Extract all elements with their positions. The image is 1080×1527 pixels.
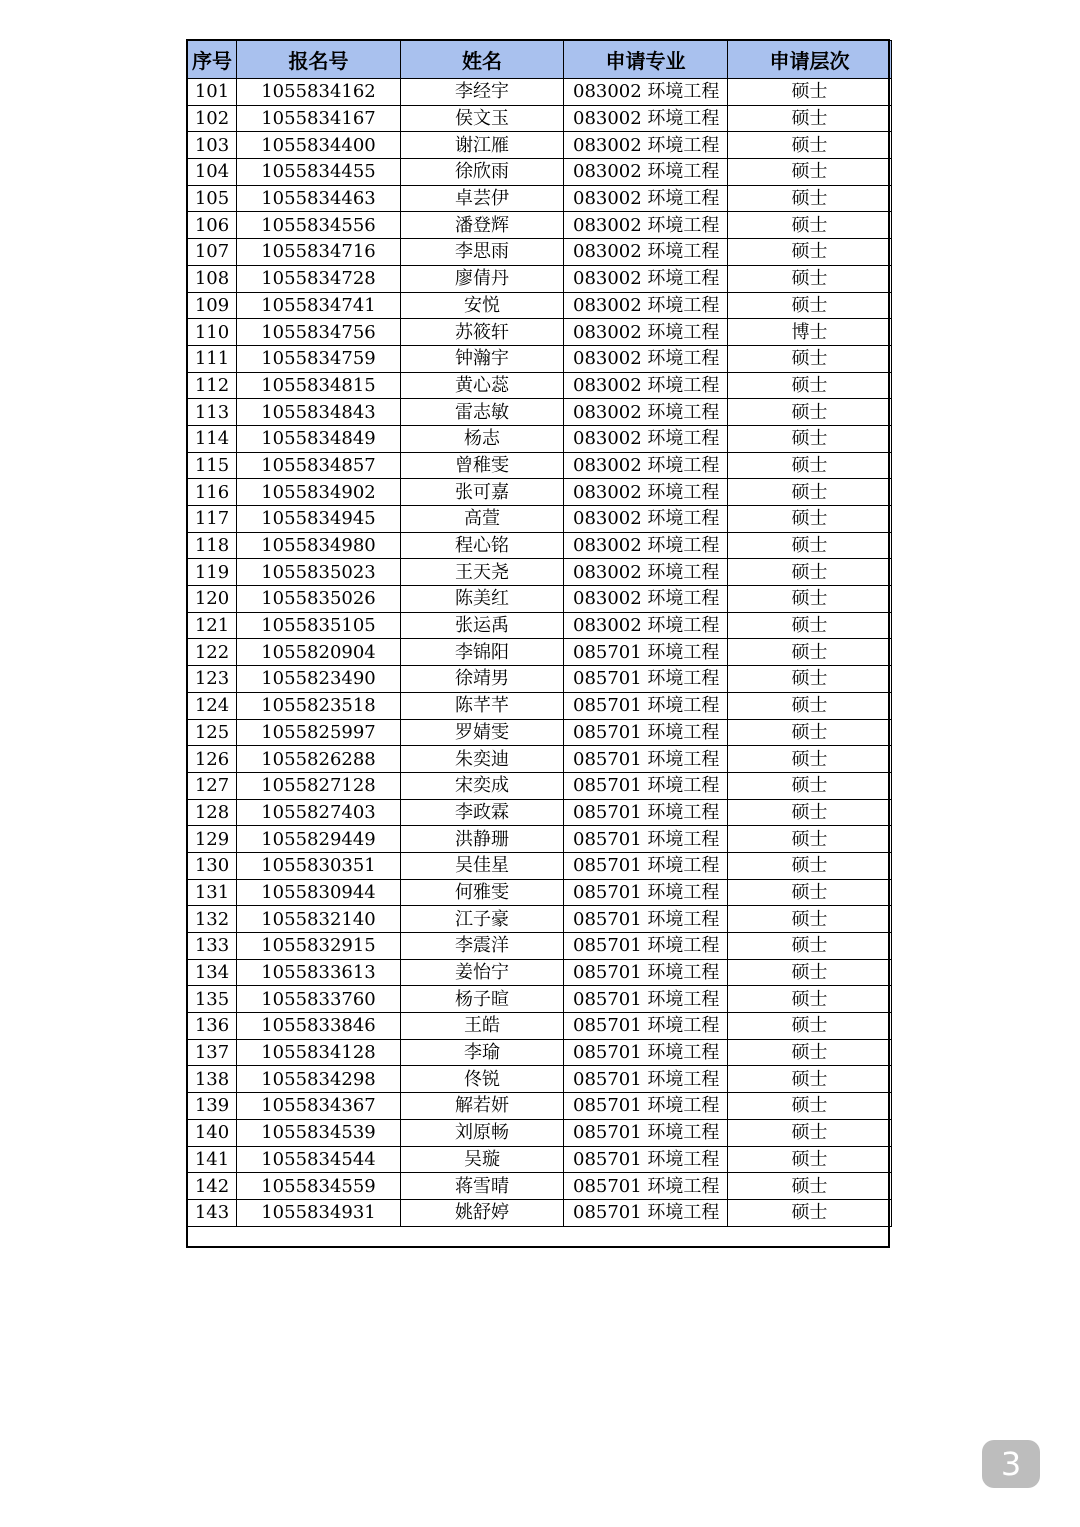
cell-registration-number: 1055834559 — [237, 1173, 401, 1200]
table-row — [188, 639, 892, 666]
table-row — [188, 292, 892, 319]
cell-name: 洪静珊 — [401, 826, 564, 853]
cell-registration-number: 1055823518 — [237, 692, 401, 719]
cell-major: 085701 环境工程 — [564, 1039, 728, 1066]
cell-registration-number: 1055833760 — [237, 986, 401, 1013]
cell-seq: 143 — [188, 1199, 237, 1226]
cell-level: 硕士 — [728, 666, 892, 693]
cell-level: 硕士 — [728, 425, 892, 452]
cell-major: 083002 环境工程 — [564, 79, 728, 106]
cell-seq: 134 — [188, 959, 237, 986]
cell-major: 085701 环境工程 — [564, 879, 728, 906]
cell-seq: 117 — [188, 506, 237, 533]
cell-registration-number: 1055834815 — [237, 372, 401, 399]
cell-name: 程心铭 — [401, 532, 564, 559]
cell-level: 硕士 — [728, 212, 892, 239]
cell-name: 王天尧 — [401, 559, 564, 586]
cell-seq: 126 — [188, 746, 237, 773]
cell-seq: 133 — [188, 933, 237, 960]
cell-seq: 102 — [188, 105, 237, 132]
table-row — [188, 906, 892, 933]
cell-seq: 109 — [188, 292, 237, 319]
cell-name: 解若妍 — [401, 1093, 564, 1120]
cell-major: 085701 环境工程 — [564, 1173, 728, 1200]
cell-level: 硕士 — [728, 719, 892, 746]
cell-registration-number: 1055834857 — [237, 452, 401, 479]
cell-name: 张可嘉 — [401, 479, 564, 506]
cell-name: 陈芊芊 — [401, 692, 564, 719]
table-row — [188, 265, 892, 292]
cell-seq: 123 — [188, 666, 237, 693]
table-row — [188, 399, 892, 426]
table-row — [188, 799, 892, 826]
cell-level: 硕士 — [728, 185, 892, 212]
table-row — [188, 772, 892, 799]
cell-seq: 136 — [188, 1013, 237, 1040]
table-row — [188, 719, 892, 746]
cell-registration-number: 1055827128 — [237, 772, 401, 799]
cell-name: 吴佳星 — [401, 852, 564, 879]
cell-registration-number: 1055834367 — [237, 1093, 401, 1120]
cell-major: 085701 环境工程 — [564, 986, 728, 1013]
table-row — [188, 345, 892, 372]
table-header — [188, 41, 892, 79]
cell-level: 硕士 — [728, 159, 892, 186]
cell-level: 硕士 — [728, 1039, 892, 1066]
cell-registration-number: 1055825997 — [237, 719, 401, 746]
cell-seq: 112 — [188, 372, 237, 399]
cell-name: 杨子暄 — [401, 986, 564, 1013]
cell-major: 083002 环境工程 — [564, 105, 728, 132]
cell-name: 陈美红 — [401, 586, 564, 613]
table-row — [188, 586, 892, 613]
cell-major: 083002 环境工程 — [564, 372, 728, 399]
cell-seq: 115 — [188, 452, 237, 479]
cell-level: 硕士 — [728, 1119, 892, 1146]
cell-seq: 122 — [188, 639, 237, 666]
cell-name: 刘原畅 — [401, 1119, 564, 1146]
cell-name: 姚舒婷 — [401, 1199, 564, 1226]
cell-major: 083002 环境工程 — [564, 532, 728, 559]
cell-seq: 105 — [188, 185, 237, 212]
cell-major: 085701 环境工程 — [564, 1013, 728, 1040]
cell-name: 钟瀚宇 — [401, 345, 564, 372]
cell-name: 黄心蕊 — [401, 372, 564, 399]
table-row — [188, 1039, 892, 1066]
cell-level: 硕士 — [728, 506, 892, 533]
cell-name: 佟锐 — [401, 1066, 564, 1093]
table-row — [188, 132, 892, 159]
cell-seq: 111 — [188, 345, 237, 372]
cell-seq: 106 — [188, 212, 237, 239]
cell-name: 朱奕迪 — [401, 746, 564, 773]
cell-level: 硕士 — [728, 1066, 892, 1093]
cell-seq: 140 — [188, 1119, 237, 1146]
table-row — [188, 239, 892, 266]
cell-level: 硕士 — [728, 1093, 892, 1120]
cell-level: 硕士 — [728, 746, 892, 773]
cell-level: 硕士 — [728, 826, 892, 853]
cell-name: 徐欣雨 — [401, 159, 564, 186]
cell-name: 雷志敏 — [401, 399, 564, 426]
cell-level: 硕士 — [728, 692, 892, 719]
cell-level: 硕士 — [728, 772, 892, 799]
table-row — [188, 1173, 892, 1200]
cell-name: 王皓 — [401, 1013, 564, 1040]
table-body — [188, 79, 892, 1227]
cell-name: 李思雨 — [401, 239, 564, 266]
table-row — [188, 1119, 892, 1146]
table-row — [188, 105, 892, 132]
cell-major: 083002 环境工程 — [564, 159, 728, 186]
cell-registration-number: 1055829449 — [237, 826, 401, 853]
cell-seq: 114 — [188, 425, 237, 452]
table-row — [188, 746, 892, 773]
cell-level: 硕士 — [728, 399, 892, 426]
table-row — [188, 425, 892, 452]
cell-registration-number: 1055834162 — [237, 79, 401, 106]
cell-major: 083002 环境工程 — [564, 265, 728, 292]
cell-level: 硕士 — [728, 586, 892, 613]
cell-name: 李锦阳 — [401, 639, 564, 666]
cell-major: 085701 环境工程 — [564, 1093, 728, 1120]
cell-major: 085701 环境工程 — [564, 1199, 728, 1226]
cell-registration-number: 1055834902 — [237, 479, 401, 506]
cell-registration-number: 1055832915 — [237, 933, 401, 960]
cell-registration-number: 1055834128 — [237, 1039, 401, 1066]
cell-registration-number: 1055834298 — [237, 1066, 401, 1093]
cell-major: 083002 环境工程 — [564, 132, 728, 159]
cell-level: 博士 — [728, 319, 892, 346]
cell-major: 083002 环境工程 — [564, 452, 728, 479]
cell-name: 高萱 — [401, 506, 564, 533]
cell-level: 硕士 — [728, 265, 892, 292]
cell-name: 李瑜 — [401, 1039, 564, 1066]
cell-seq: 129 — [188, 826, 237, 853]
header-name: 姓名 — [401, 41, 564, 79]
header-seq: 序号 — [188, 41, 237, 79]
cell-seq: 130 — [188, 852, 237, 879]
cell-name: 李政霖 — [401, 799, 564, 826]
cell-seq: 108 — [188, 265, 237, 292]
cell-level: 硕士 — [728, 292, 892, 319]
cell-level: 硕士 — [728, 1146, 892, 1173]
cell-seq: 135 — [188, 986, 237, 1013]
cell-registration-number: 1055834556 — [237, 212, 401, 239]
cell-level: 硕士 — [728, 852, 892, 879]
cell-level: 硕士 — [728, 959, 892, 986]
cell-level: 硕士 — [728, 372, 892, 399]
cell-name: 宋奕成 — [401, 772, 564, 799]
cell-major: 085701 环境工程 — [564, 906, 728, 933]
cell-seq: 116 — [188, 479, 237, 506]
cell-registration-number: 1055820904 — [237, 639, 401, 666]
cell-major: 085701 环境工程 — [564, 799, 728, 826]
cell-registration-number: 1055832140 — [237, 906, 401, 933]
cell-major: 085701 环境工程 — [564, 826, 728, 853]
table-row — [188, 212, 892, 239]
cell-seq: 132 — [188, 906, 237, 933]
cell-level: 硕士 — [728, 79, 892, 106]
cell-level: 硕士 — [728, 1013, 892, 1040]
cell-seq: 107 — [188, 239, 237, 266]
cell-name: 何雅雯 — [401, 879, 564, 906]
cell-name: 江子豪 — [401, 906, 564, 933]
cell-major: 083002 环境工程 — [564, 479, 728, 506]
cell-major: 083002 环境工程 — [564, 212, 728, 239]
cell-level: 硕士 — [728, 452, 892, 479]
table-row — [188, 612, 892, 639]
cell-seq: 120 — [188, 586, 237, 613]
cell-name: 潘登辉 — [401, 212, 564, 239]
cell-level: 硕士 — [728, 132, 892, 159]
cell-seq: 104 — [188, 159, 237, 186]
cell-seq: 124 — [188, 692, 237, 719]
cell-major: 083002 环境工程 — [564, 239, 728, 266]
cell-registration-number: 1055834741 — [237, 292, 401, 319]
cell-major: 083002 环境工程 — [564, 506, 728, 533]
cell-registration-number: 1055833846 — [237, 1013, 401, 1040]
header-registration-number: 报名号 — [237, 41, 401, 79]
cell-seq: 137 — [188, 1039, 237, 1066]
cell-registration-number: 1055827403 — [237, 799, 401, 826]
table-row — [188, 479, 892, 506]
cell-seq: 103 — [188, 132, 237, 159]
table-row — [188, 692, 892, 719]
cell-level: 硕士 — [728, 532, 892, 559]
cell-registration-number: 1055833613 — [237, 959, 401, 986]
cell-major: 083002 环境工程 — [564, 345, 728, 372]
cell-seq: 128 — [188, 799, 237, 826]
cell-registration-number: 1055834759 — [237, 345, 401, 372]
cell-registration-number: 1055834167 — [237, 105, 401, 132]
cell-major: 085701 环境工程 — [564, 1146, 728, 1173]
table-row — [188, 1199, 892, 1226]
cell-major: 085701 环境工程 — [564, 692, 728, 719]
cell-registration-number: 1055834756 — [237, 319, 401, 346]
cell-name: 吴璇 — [401, 1146, 564, 1173]
page-number-badge[interactable]: 3 — [982, 1440, 1040, 1488]
cell-major: 085701 环境工程 — [564, 933, 728, 960]
cell-registration-number: 1055834849 — [237, 425, 401, 452]
cell-name: 廖倩丹 — [401, 265, 564, 292]
cell-major: 083002 环境工程 — [564, 586, 728, 613]
table-row — [188, 79, 892, 106]
cell-name: 安悦 — [401, 292, 564, 319]
cell-name: 谢江雁 — [401, 132, 564, 159]
cell-registration-number: 1055830944 — [237, 879, 401, 906]
cell-name: 曾稚雯 — [401, 452, 564, 479]
cell-level: 硕士 — [728, 1199, 892, 1226]
cell-name: 卓芸伊 — [401, 185, 564, 212]
cell-level: 硕士 — [728, 1173, 892, 1200]
table-row — [188, 559, 892, 586]
cell-registration-number: 1055834455 — [237, 159, 401, 186]
cell-level: 硕士 — [728, 933, 892, 960]
cell-major: 083002 环境工程 — [564, 559, 728, 586]
cell-major: 085701 环境工程 — [564, 666, 728, 693]
cell-name: 李经宇 — [401, 79, 564, 106]
cell-registration-number: 1055834463 — [237, 185, 401, 212]
table-row — [188, 452, 892, 479]
cell-major: 083002 环境工程 — [564, 425, 728, 452]
cell-seq: 142 — [188, 1173, 237, 1200]
table-row — [188, 532, 892, 559]
cell-major: 083002 环境工程 — [564, 399, 728, 426]
cell-level: 硕士 — [728, 986, 892, 1013]
cell-level: 硕士 — [728, 612, 892, 639]
cell-registration-number: 1055834945 — [237, 506, 401, 533]
cell-registration-number: 1055834544 — [237, 1146, 401, 1173]
cell-registration-number: 1055834728 — [237, 265, 401, 292]
table-row — [188, 506, 892, 533]
cell-registration-number: 1055823490 — [237, 666, 401, 693]
cell-name: 张运禹 — [401, 612, 564, 639]
cell-registration-number: 1055835023 — [237, 559, 401, 586]
cell-name: 杨志 — [401, 425, 564, 452]
cell-name: 苏筱轩 — [401, 319, 564, 346]
cell-major: 083002 环境工程 — [564, 612, 728, 639]
header-row — [188, 41, 892, 79]
cell-major: 085701 环境工程 — [564, 1066, 728, 1093]
cell-name: 徐靖男 — [401, 666, 564, 693]
cell-level: 硕士 — [728, 239, 892, 266]
cell-seq: 101 — [188, 79, 237, 106]
cell-major: 083002 环境工程 — [564, 185, 728, 212]
cell-registration-number: 1055835105 — [237, 612, 401, 639]
cell-level: 硕士 — [728, 799, 892, 826]
cell-registration-number: 1055834931 — [237, 1199, 401, 1226]
cell-major: 085701 环境工程 — [564, 1119, 728, 1146]
cell-name: 侯文玉 — [401, 105, 564, 132]
table-row — [188, 666, 892, 693]
cell-seq: 119 — [188, 559, 237, 586]
cell-registration-number: 1055834843 — [237, 399, 401, 426]
cell-seq: 127 — [188, 772, 237, 799]
cell-level: 硕士 — [728, 105, 892, 132]
cell-name: 李震洋 — [401, 933, 564, 960]
cell-registration-number: 1055830351 — [237, 852, 401, 879]
cell-seq: 121 — [188, 612, 237, 639]
cell-level: 硕士 — [728, 479, 892, 506]
cell-registration-number: 1055834400 — [237, 132, 401, 159]
cell-major: 085701 环境工程 — [564, 746, 728, 773]
cell-level: 硕士 — [728, 879, 892, 906]
cell-registration-number: 1055834539 — [237, 1119, 401, 1146]
cell-seq: 118 — [188, 532, 237, 559]
cell-level: 硕士 — [728, 906, 892, 933]
header-level: 申请层次 — [728, 41, 892, 79]
table-row — [188, 852, 892, 879]
cell-name: 蒋雪晴 — [401, 1173, 564, 1200]
table-row — [188, 1093, 892, 1120]
cell-seq: 131 — [188, 879, 237, 906]
cell-registration-number: 1055835026 — [237, 586, 401, 613]
cell-name: 罗婧雯 — [401, 719, 564, 746]
cell-level: 硕士 — [728, 345, 892, 372]
cell-seq: 125 — [188, 719, 237, 746]
cell-registration-number: 1055834980 — [237, 532, 401, 559]
cell-level: 硕士 — [728, 639, 892, 666]
header-major: 申请专业 — [564, 41, 728, 79]
cell-seq: 141 — [188, 1146, 237, 1173]
cell-seq: 139 — [188, 1093, 237, 1120]
cell-registration-number: 1055826288 — [237, 746, 401, 773]
table-row — [188, 159, 892, 186]
table-row — [188, 372, 892, 399]
cell-registration-number: 1055834716 — [237, 239, 401, 266]
table-row — [188, 1146, 892, 1173]
table-row — [188, 986, 892, 1013]
cell-major: 085701 环境工程 — [564, 959, 728, 986]
cell-major: 085701 环境工程 — [564, 639, 728, 666]
cell-major: 085701 环境工程 — [564, 852, 728, 879]
table-row — [188, 933, 892, 960]
cell-level: 硕士 — [728, 559, 892, 586]
table-row — [188, 1013, 892, 1040]
cell-major: 083002 环境工程 — [564, 319, 728, 346]
cell-seq: 138 — [188, 1066, 237, 1093]
table-row — [188, 879, 892, 906]
cell-major: 085701 环境工程 — [564, 772, 728, 799]
cell-major: 083002 环境工程 — [564, 292, 728, 319]
cell-major: 085701 环境工程 — [564, 719, 728, 746]
table-row — [188, 959, 892, 986]
cell-seq: 113 — [188, 399, 237, 426]
table-row — [188, 319, 892, 346]
cell-name: 姜怡宁 — [401, 959, 564, 986]
table-row — [188, 1066, 892, 1093]
cell-seq: 110 — [188, 319, 237, 346]
table-row — [188, 185, 892, 212]
admission-list-table — [187, 40, 892, 1227]
table-row — [188, 826, 892, 853]
